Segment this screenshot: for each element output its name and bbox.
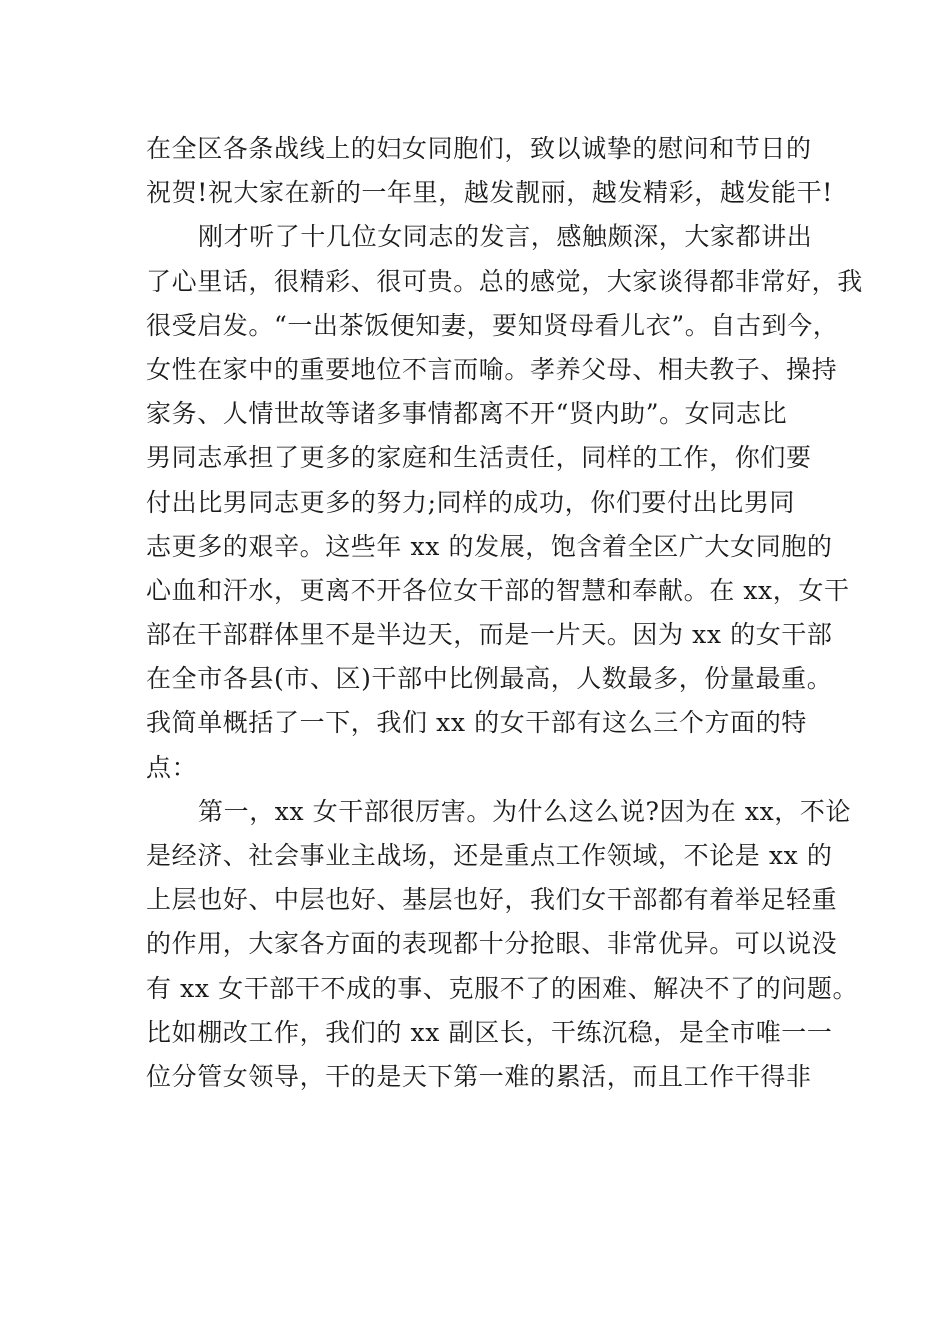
paragraph-start-line: 刚才听了十几位女同志的发言，感触颇深，大家都讲出: [198, 222, 813, 252]
text-line: 点：: [146, 752, 198, 782]
body-text: [146, 127, 863, 1099]
text-line: 了心里话，很精彩、很可贵。总的感觉，大家谈得都非常好，我: [146, 266, 863, 296]
text-line: 位分管女领导，干的是天下第一难的累活，而且工作干得非: [146, 1061, 812, 1091]
paragraph-start-line: 第一，xx 女干部很厉害。为什么这么说?因为在 xx，不论: [198, 796, 852, 826]
text-line: 部在干部群体里不是半边天，而是一片天。因为 xx 的女干部: [146, 620, 833, 650]
text-line: 我简单概括了一下，我们 xx 的女干部有这么三个方面的特: [146, 708, 807, 738]
text-line: 有 xx 女干部干不成的事、克服不了的困难、解决不了的问题。: [146, 973, 859, 1003]
text-line: 心血和汗水，更离不开各位女干部的智慧和奉献。在 xx，女干: [146, 575, 850, 605]
text-line: 家务、人情世故等诸多事情都离不开“贤内助”。女同志比: [146, 399, 788, 429]
text-line: 女性在家中的重要地位不言而喻。孝养父母、相夫教子、操持: [146, 354, 838, 384]
text-line: 付出比男同志更多的努力;同样的成功，你们要付出比男同: [146, 487, 796, 517]
text-line: 在全市各县(市、区)干部中比例最高，人数最多，份量最重。: [146, 664, 833, 694]
text-line: 志更多的艰辛。这些年 xx 的发展，饱含着全区广大女同胞的: [146, 531, 833, 561]
text-line: 男同志承担了更多的家庭和生活责任，同样的工作，你们要: [146, 443, 812, 473]
text-line: 的作用，大家各方面的表现都十分抢眼、非常优异。可以说没: [146, 929, 838, 959]
text-line: 上层也好、中层也好、基层也好，我们女干部都有着举足轻重: [146, 885, 838, 915]
text-line: 比如棚改工作，我们的 xx 副区长，干练沉稳，是全市唯一一: [146, 1017, 833, 1047]
text-line: 祝贺!祝大家在新的一年里，越发靓丽，越发精彩，越发能干!: [146, 178, 833, 208]
text-line: 在全区各条战线上的妇女同胞们，致以诚挚的慰问和节日的: [146, 134, 812, 163]
text-line: 是经济、社会事业主战场，还是重点工作领域，不论是 xx 的: [146, 841, 833, 870]
text-line: 很受启发。“一出茶饭便知妻，要知贤母看儿衣”。自古到今，: [146, 310, 839, 340]
